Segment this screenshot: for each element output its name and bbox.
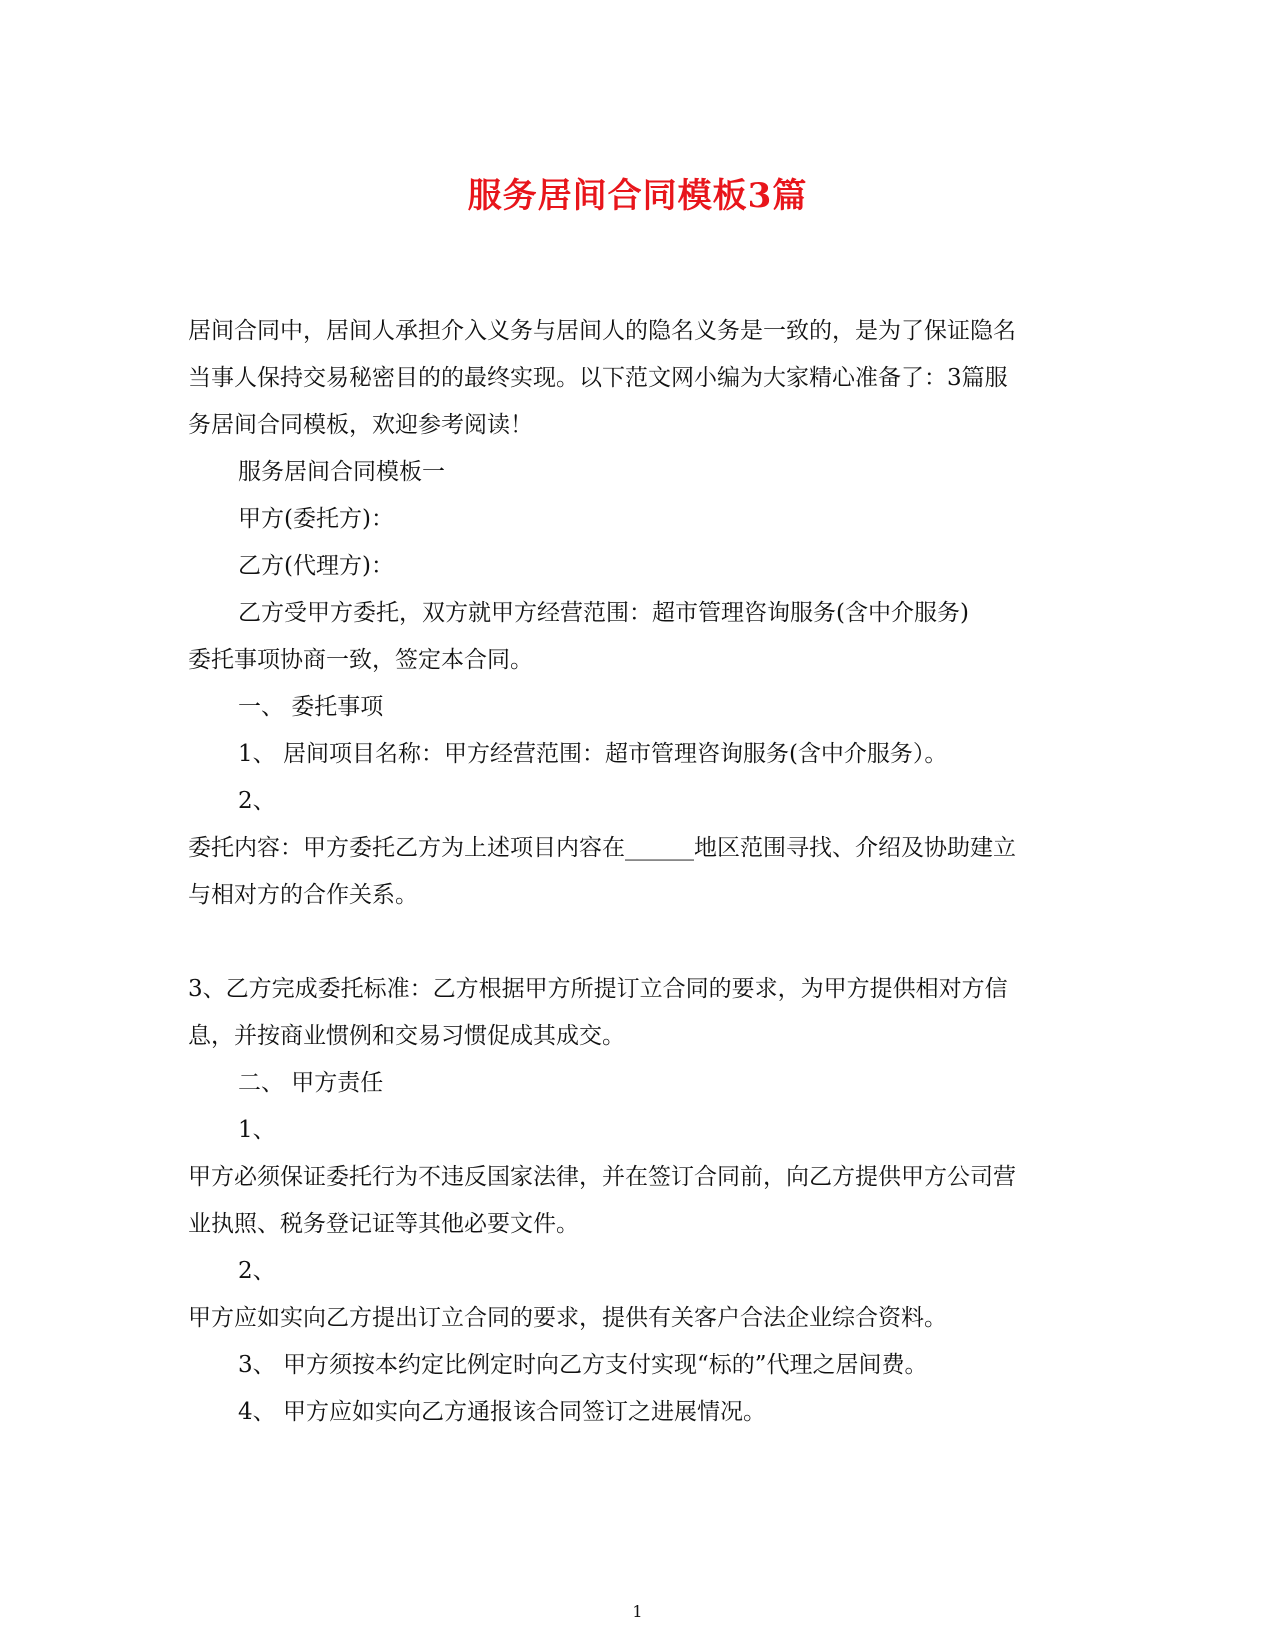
paragraph-line: 甲方应如实向乙方提出订立合同的要求，提供有关客户合法企业综合资料。 [188, 1305, 947, 1331]
clause-item: 3、 甲方须按本约定比例定时向乙方支付实现“标的”代理之居间费。 [238, 1352, 928, 1378]
section-heading: 服务居间合同模板一 [238, 459, 445, 485]
paragraph-line: 息，并按商业惯例和交易习惯促成其成交。 [188, 1023, 625, 1049]
paragraph-line: 委托事项协商一致，签定本合同。 [188, 647, 533, 673]
paragraph-line: 当事人保持交易秘密目的的最终实现。以下范文网小编为大家精心准备了：3篇服 [188, 365, 1008, 391]
paragraph-line: 务居间合同模板，欢迎参考阅读！ [188, 412, 533, 438]
clause-item: 4、 甲方应如实向乙方通报该合同签订之进展情况。 [238, 1399, 766, 1425]
clause-heading: 二、 甲方责任 [238, 1070, 384, 1096]
clause-heading: 一、 委托事项 [238, 694, 384, 720]
paragraph-line: 委托内容：甲方委托乙方为上述项目内容在______地区范围寻找、介绍及协助建立 [188, 835, 1016, 861]
paragraph-line: 居间合同中，居间人承担介入义务与居间人的隐名义务是一致的，是为了保证隐名 [188, 318, 1016, 344]
paragraph-line: 乙方受甲方委托，双方就甲方经营范围：超市管理咨询服务(含中介服务) [238, 600, 969, 626]
paragraph-line: 甲方必须保证委托行为不违反国家法律，并在签订合同前，向乙方提供甲方公司营 [188, 1164, 1016, 1190]
paragraph-line: 3、乙方完成委托标准：乙方根据甲方所提订立合同的要求，为甲方提供相对方信 [188, 976, 1008, 1002]
party-b-line: 乙方(代理方)： [238, 553, 394, 579]
document-title: 服务居间合同模板3篇 [467, 176, 808, 216]
clause-item-number: 1、 [238, 1117, 276, 1143]
clause-item: 1、 居间项目名称：甲方经营范围：超市管理咨询服务(含中介服务）。 [238, 741, 948, 767]
paragraph-line: 与相对方的合作关系。 [188, 882, 418, 908]
party-a-line: 甲方(委托方)： [238, 506, 394, 532]
page-number: 1 [632, 1602, 643, 1621]
clause-item-number: 2、 [238, 1258, 276, 1284]
clause-item-number: 2、 [238, 788, 276, 814]
paragraph-line: 业执照、税务登记证等其他必要文件。 [188, 1211, 579, 1237]
